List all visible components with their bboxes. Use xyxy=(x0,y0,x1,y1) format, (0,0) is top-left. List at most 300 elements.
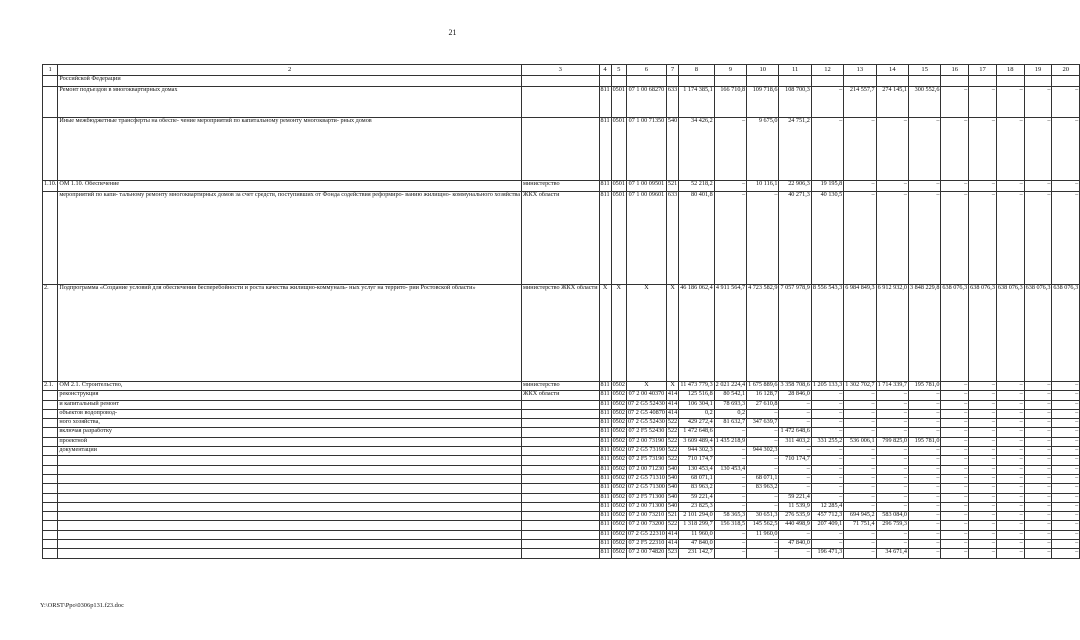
table-cell-col-2: Подпрограмма «Создание условий для обеспечения бесперебойности и роста качества жилищно-коммуналь- ных услуг на террито- рии Ростовской области» xyxy=(58,285,522,382)
table-cell-col-1 xyxy=(43,76,58,87)
table-cell-col-20: – xyxy=(1052,409,1080,418)
table-cell-col-8: 46 186 062,4 xyxy=(679,285,714,382)
table-cell-col-3 xyxy=(522,502,599,511)
table-cell-col-18: – xyxy=(996,181,1024,192)
table-cell-col-20: – xyxy=(1052,181,1080,192)
table-cell-col-9: – xyxy=(714,484,746,493)
table-cell-col-9: – xyxy=(714,549,746,558)
table-cell-col-16: – xyxy=(941,181,969,192)
table-cell-col-2 xyxy=(58,549,522,558)
table-cell-col-10: 27 610,8 xyxy=(747,400,779,409)
table-cell-col-4: 811 xyxy=(599,502,611,511)
table-cell-col-11: 1 472 648,6 xyxy=(779,428,811,437)
table-cell-col-14: – xyxy=(876,181,908,192)
table-cell-col-4: 811 xyxy=(599,465,611,474)
table-cell-col-6: 07 2 F5 73190 xyxy=(626,456,666,465)
table-cell-col-9: 0,2 xyxy=(714,409,746,418)
table-cell-col-8: 23 825,3 xyxy=(679,502,714,511)
table-cell-col-3: ЖКХ области xyxy=(522,192,599,285)
table-cell-col-7: 540 xyxy=(666,502,678,511)
table-cell-col-4: 811 xyxy=(599,87,611,118)
table-cell-col-16: – xyxy=(941,530,969,539)
column-number-10: 10 xyxy=(747,65,779,76)
table-cell-col-4: 811 xyxy=(599,512,611,521)
table-cell-col-20: – xyxy=(1052,192,1080,285)
table-cell-col-4: 811 xyxy=(599,474,611,483)
table-row xyxy=(43,502,1080,511)
budget-table xyxy=(42,64,1080,559)
column-number-20: 20 xyxy=(1052,65,1080,76)
table-cell-col-11: 440 498,9 xyxy=(779,521,811,530)
table-cell-col-20 xyxy=(1052,76,1080,87)
table-cell-col-15: – xyxy=(909,400,941,409)
table-cell-col-3: министерство xyxy=(522,382,599,391)
table-cell-col-14: – xyxy=(876,474,908,483)
table-cell-col-10: 16 128,7 xyxy=(747,391,779,400)
table-cell-col-10: 9 675,0 xyxy=(747,118,779,181)
table-cell-col-18: – xyxy=(996,409,1024,418)
table-cell-col-10: 109 718,6 xyxy=(747,87,779,118)
table-cell-col-19: – xyxy=(1024,521,1052,530)
table-cell-col-9: – xyxy=(714,493,746,502)
column-number-16: 16 xyxy=(941,65,969,76)
table-cell-col-16: – xyxy=(941,87,969,118)
table-cell-col-17: – xyxy=(969,502,997,511)
table-cell-col-13: 536 006,1 xyxy=(844,437,876,446)
column-number-2: 2 xyxy=(58,65,522,76)
table-cell-col-10: – xyxy=(747,493,779,502)
table-cell-col-17: – xyxy=(969,409,997,418)
table-cell-col-9: 130 453,4 xyxy=(714,465,746,474)
table-cell-col-6 xyxy=(626,76,666,87)
table-cell-col-5: 0502 xyxy=(611,484,626,493)
table-cell-col-12: – xyxy=(811,474,843,483)
table-cell-col-3 xyxy=(522,521,599,530)
page-number: 21 xyxy=(448,28,457,37)
table-row xyxy=(43,118,1080,181)
table-cell-col-19: – xyxy=(1024,409,1052,418)
table-cell-col-1 xyxy=(43,530,58,539)
table-cell-col-10: – xyxy=(747,540,779,549)
table-cell-col-11: 108 700,3 xyxy=(779,87,811,118)
table-cell-col-5: 0501 xyxy=(611,181,626,192)
table-cell-col-4: 811 xyxy=(599,400,611,409)
column-number-4: 4 xyxy=(599,65,611,76)
table-cell-col-18: – xyxy=(996,428,1024,437)
table-cell-col-15: – xyxy=(909,118,941,181)
table-cell-col-14: – xyxy=(876,192,908,285)
table-cell-col-7: 522 xyxy=(666,456,678,465)
table-cell-col-3 xyxy=(522,540,599,549)
table-cell-col-5: 0502 xyxy=(611,549,626,558)
table-cell-col-13: – xyxy=(844,391,876,400)
table-cell-col-18: – xyxy=(996,493,1024,502)
table-cell-col-2 xyxy=(58,502,522,511)
table-cell-col-18: – xyxy=(996,391,1024,400)
table-cell-col-15: – xyxy=(909,409,941,418)
table-cell-col-6: 07 2 G5 40870 xyxy=(626,409,666,418)
table-cell-col-14: – xyxy=(876,530,908,539)
table-cell-col-17: – xyxy=(969,521,997,530)
table-cell-col-18: – xyxy=(996,502,1024,511)
table-cell-col-2 xyxy=(58,465,522,474)
table-cell-col-2 xyxy=(58,456,522,465)
table-cell-col-2 xyxy=(58,530,522,539)
table-row xyxy=(43,285,1080,382)
table-cell-col-9: – xyxy=(714,474,746,483)
table-cell-col-6: 07 1 00 68270 xyxy=(626,87,666,118)
table-cell-col-12: – xyxy=(811,419,843,428)
table-cell-col-13: 1 302 702,7 xyxy=(844,382,876,391)
table-cell-col-4: Х xyxy=(599,285,611,382)
table-cell-col-4: 811 xyxy=(599,192,611,285)
table-cell-col-20: – xyxy=(1052,530,1080,539)
table-cell-col-17: – xyxy=(969,530,997,539)
table-cell-col-20: – xyxy=(1052,484,1080,493)
table-cell-col-15: – xyxy=(909,192,941,285)
table-cell-col-17: – xyxy=(969,400,997,409)
table-cell-col-14: 1 714 339,7 xyxy=(876,382,908,391)
table-cell-col-14 xyxy=(876,76,908,87)
table-row xyxy=(43,447,1080,456)
table-cell-col-3 xyxy=(522,419,599,428)
table-cell-col-1 xyxy=(43,447,58,456)
table-row xyxy=(43,493,1080,502)
table-cell-col-19: – xyxy=(1024,400,1052,409)
table-cell-col-15: 3 848 229,8 xyxy=(909,285,941,382)
table-cell-col-17: – xyxy=(969,493,997,502)
table-cell-col-8: 429 272,4 xyxy=(679,419,714,428)
table-cell-col-13: – xyxy=(844,502,876,511)
table-cell-col-8 xyxy=(679,76,714,87)
table-cell-col-19: – xyxy=(1024,502,1052,511)
column-number-9: 9 xyxy=(714,65,746,76)
table-cell-col-5: 0501 xyxy=(611,87,626,118)
table-cell-col-20: – xyxy=(1052,512,1080,521)
table-cell-col-19: – xyxy=(1024,428,1052,437)
table-cell-col-16: – xyxy=(941,391,969,400)
table-cell-col-2: объектов водопровод- xyxy=(58,409,522,418)
column-number-3: 3 xyxy=(522,65,599,76)
table-cell-col-16: – xyxy=(941,400,969,409)
table-cell-col-11: – xyxy=(779,400,811,409)
table-cell-col-18: – xyxy=(996,192,1024,285)
table-cell-col-7 xyxy=(666,76,678,87)
table-cell-col-6: 07 2 G5 52430 xyxy=(626,400,666,409)
table-cell-col-19: – xyxy=(1024,192,1052,285)
table-cell-col-9: – xyxy=(714,447,746,456)
table-cell-col-20: – xyxy=(1052,428,1080,437)
table-cell-col-3 xyxy=(522,400,599,409)
table-cell-col-20: – xyxy=(1052,437,1080,446)
table-cell-col-15: – xyxy=(909,465,941,474)
table-cell-col-2 xyxy=(58,540,522,549)
table-cell-col-8: 83 963,2 xyxy=(679,484,714,493)
table-cell-col-16: – xyxy=(941,382,969,391)
table-cell-col-12 xyxy=(811,76,843,87)
table-cell-col-2: и капитальный ремонт xyxy=(58,400,522,409)
table-cell-col-1 xyxy=(43,512,58,521)
table-cell-col-4: 811 xyxy=(599,419,611,428)
table-cell-col-6: 07 2 00 74820 xyxy=(626,549,666,558)
table-cell-col-6: 07 2 00 71230 xyxy=(626,465,666,474)
table-cell-col-15: – xyxy=(909,549,941,558)
table-cell-col-1 xyxy=(43,400,58,409)
column-number-12: 12 xyxy=(811,65,843,76)
table-cell-col-11: – xyxy=(779,419,811,428)
table-cell-col-5: 0502 xyxy=(611,428,626,437)
table-cell-col-15: – xyxy=(909,181,941,192)
table-cell-col-18: – xyxy=(996,419,1024,428)
table-cell-col-12: 19 195,8 xyxy=(811,181,843,192)
table-cell-col-3: министерство xyxy=(522,181,599,192)
table-cell-col-19 xyxy=(1024,76,1052,87)
table-cell-col-19: – xyxy=(1024,382,1052,391)
table-cell-col-20: – xyxy=(1052,456,1080,465)
table-cell-col-17: – xyxy=(969,512,997,521)
column-number-8: 8 xyxy=(679,65,714,76)
table-cell-col-10: 347 639,7 xyxy=(747,419,779,428)
table-cell-col-8: 1 472 648,6 xyxy=(679,428,714,437)
table-cell-col-14: 296 759,3 xyxy=(876,521,908,530)
table-cell-col-12: – xyxy=(811,118,843,181)
table-cell-col-15: 195 781,0 xyxy=(909,382,941,391)
table-cell-col-20: – xyxy=(1052,382,1080,391)
table-cell-col-15 xyxy=(909,76,941,87)
column-number-5: 5 xyxy=(611,65,626,76)
table-cell-col-12: – xyxy=(811,87,843,118)
table-cell-col-8: 710 174,7 xyxy=(679,456,714,465)
table-cell-col-11: – xyxy=(779,474,811,483)
column-number-6: 6 xyxy=(626,65,666,76)
table-cell-col-8: 130 453,4 xyxy=(679,465,714,474)
table-cell-col-15: – xyxy=(909,530,941,539)
table-cell-col-14: – xyxy=(876,456,908,465)
table-cell-col-5: 0502 xyxy=(611,391,626,400)
table-row xyxy=(43,409,1080,418)
table-cell-col-8: 1 318 299,7 xyxy=(679,521,714,530)
table-cell-col-5: 0502 xyxy=(611,465,626,474)
table-cell-col-11: 47 840,0 xyxy=(779,540,811,549)
table-cell-col-19: – xyxy=(1024,181,1052,192)
table-cell-col-9: – xyxy=(714,540,746,549)
table-cell-col-4 xyxy=(599,76,611,87)
table-cell-col-20: – xyxy=(1052,419,1080,428)
table-cell-col-7: Х xyxy=(666,382,678,391)
table-cell-col-4: 811 xyxy=(599,549,611,558)
table-cell-col-10: – xyxy=(747,192,779,285)
table-cell-col-11: 311 403,2 xyxy=(779,437,811,446)
table-cell-col-16: – xyxy=(941,428,969,437)
table-cell-col-20: – xyxy=(1052,493,1080,502)
table-cell-col-4: 811 xyxy=(599,118,611,181)
table-cell-col-9: 4 911 564,7 xyxy=(714,285,746,382)
table-cell-col-6: 07 2 00 73210 xyxy=(626,512,666,521)
table-cell-col-6: 07 2 F5 71300 xyxy=(626,493,666,502)
table-cell-col-14: – xyxy=(876,428,908,437)
table-cell-col-19: – xyxy=(1024,118,1052,181)
table-cell-col-15: 300 552,6 xyxy=(909,87,941,118)
table-cell-col-13: – xyxy=(844,484,876,493)
table-cell-col-8: 1 174 385,1 xyxy=(679,87,714,118)
table-cell-col-12: – xyxy=(811,465,843,474)
table-cell-col-1 xyxy=(43,391,58,400)
table-cell-col-12: 40 130,5 xyxy=(811,192,843,285)
table-cell-col-9: – xyxy=(714,181,746,192)
table-cell-col-9: – xyxy=(714,530,746,539)
table-cell-col-19: – xyxy=(1024,549,1052,558)
table-cell-col-9: 80 542,1 xyxy=(714,391,746,400)
table-row xyxy=(43,181,1080,192)
table-cell-col-6: 07 2 00 73190 xyxy=(626,437,666,446)
table-cell-col-14: – xyxy=(876,502,908,511)
table-cell-col-1 xyxy=(43,474,58,483)
table-cell-col-19: – xyxy=(1024,437,1052,446)
table-cell-col-18: – xyxy=(996,521,1024,530)
table-cell-col-5: 0501 xyxy=(611,192,626,285)
table-cell-col-7: 414 xyxy=(666,409,678,418)
table-cell-col-3: министерство ЖКХ области xyxy=(522,285,599,382)
table-cell-col-2: ного хозяйства, xyxy=(58,419,522,428)
table-cell-col-17: – xyxy=(969,465,997,474)
table-cell-col-2: проектной xyxy=(58,437,522,446)
table-cell-col-1: 2. xyxy=(43,285,58,382)
table-cell-col-9 xyxy=(714,76,746,87)
table-row xyxy=(43,549,1080,558)
table-cell-col-14: 6 912 932,0 xyxy=(876,285,908,382)
table-cell-col-18: – xyxy=(996,530,1024,539)
table-cell-col-8: 106 304,1 xyxy=(679,400,714,409)
table-row xyxy=(43,512,1080,521)
table-cell-col-10: 68 071,1 xyxy=(747,474,779,483)
table-cell-col-5: Х xyxy=(611,285,626,382)
table-cell-col-7: 521 xyxy=(666,181,678,192)
table-cell-col-20: – xyxy=(1052,502,1080,511)
table-cell-col-12: – xyxy=(811,400,843,409)
table-cell-col-19: – xyxy=(1024,493,1052,502)
table-cell-col-20: – xyxy=(1052,87,1080,118)
table-row xyxy=(43,530,1080,539)
table-row xyxy=(43,192,1080,285)
table-cell-col-18: – xyxy=(996,118,1024,181)
table-cell-col-6: 07 2 00 40370 xyxy=(626,391,666,400)
table-cell-col-13: 6 984 849,3 xyxy=(844,285,876,382)
table-cell-col-2: включая разработку xyxy=(58,428,522,437)
table-cell-col-10: 145 562,5 xyxy=(747,521,779,530)
table-cell-col-15: – xyxy=(909,502,941,511)
table-row xyxy=(43,419,1080,428)
table-cell-col-17: – xyxy=(969,456,997,465)
table-cell-col-15: – xyxy=(909,456,941,465)
table-cell-col-17: – xyxy=(969,419,997,428)
table-cell-col-6: 07 1 00 71350 xyxy=(626,118,666,181)
table-cell-col-11: – xyxy=(779,530,811,539)
table-cell-col-1 xyxy=(43,493,58,502)
column-number-1: 1 xyxy=(43,65,58,76)
table-cell-col-13: – xyxy=(844,465,876,474)
table-cell-col-16: – xyxy=(941,502,969,511)
table-cell-col-7: 540 xyxy=(666,118,678,181)
table-cell-col-1 xyxy=(43,419,58,428)
table-cell-col-14: 274 145,1 xyxy=(876,87,908,118)
table-cell-col-15: 195 781,0 xyxy=(909,437,941,446)
table-cell-col-17: – xyxy=(969,118,997,181)
table-cell-col-14: 583 084,0 xyxy=(876,512,908,521)
table-cell-col-15: – xyxy=(909,391,941,400)
table-cell-col-19: – xyxy=(1024,447,1052,456)
table-cell-col-3 xyxy=(522,118,599,181)
table-cell-col-6: Х xyxy=(626,285,666,382)
table-cell-col-13: – xyxy=(844,428,876,437)
table-cell-col-3 xyxy=(522,484,599,493)
table-row xyxy=(43,400,1080,409)
table-cell-col-15: – xyxy=(909,474,941,483)
table-cell-col-9: 78 693,3 xyxy=(714,400,746,409)
table-cell-col-10: 4 723 582,9 xyxy=(747,285,779,382)
table-cell-col-6: 07 2 00 71300 xyxy=(626,502,666,511)
table-cell-col-3: ЖКХ области xyxy=(522,391,599,400)
table-cell-col-19: – xyxy=(1024,474,1052,483)
table-cell-col-18: – xyxy=(996,540,1024,549)
table-cell-col-12: 1 205 133,3 xyxy=(811,382,843,391)
table-cell-col-11: – xyxy=(779,447,811,456)
table-cell-col-13: 694 945,2 xyxy=(844,512,876,521)
table-row xyxy=(43,391,1080,400)
table-cell-col-2: Иные межбюджетные трансферты на обеспе- чение мероприятий по капитальному ремонту многокварти- рных домов xyxy=(58,118,522,181)
table-cell-col-18: – xyxy=(996,456,1024,465)
table-cell-col-1 xyxy=(43,456,58,465)
table-cell-col-5: 0502 xyxy=(611,474,626,483)
table-cell-col-4: 811 xyxy=(599,540,611,549)
table-cell-col-13: – xyxy=(844,540,876,549)
table-cell-col-3 xyxy=(522,447,599,456)
table-cell-col-18: 638 076,3 xyxy=(996,285,1024,382)
table-cell-col-5: 0502 xyxy=(611,456,626,465)
table-cell-col-12: 457 712,3 xyxy=(811,512,843,521)
table-cell-col-14: – xyxy=(876,400,908,409)
table-cell-col-17: – xyxy=(969,549,997,558)
table-cell-col-1 xyxy=(43,502,58,511)
table-cell-col-16: – xyxy=(941,540,969,549)
table-cell-col-10: – xyxy=(747,409,779,418)
table-cell-col-3 xyxy=(522,409,599,418)
table-cell-col-15: – xyxy=(909,512,941,521)
table-cell-col-1 xyxy=(43,484,58,493)
table-cell-col-17: – xyxy=(969,181,997,192)
table-cell-col-16: – xyxy=(941,409,969,418)
table-cell-col-16: – xyxy=(941,521,969,530)
table-cell-col-7: 633 xyxy=(666,192,678,285)
table-cell-col-1 xyxy=(43,549,58,558)
table-cell-col-11: 22 906,3 xyxy=(779,181,811,192)
table-cell-col-16: – xyxy=(941,456,969,465)
table-cell-col-3 xyxy=(522,456,599,465)
table-cell-col-17: – xyxy=(969,474,997,483)
table-cell-col-12: 8 556 543,3 xyxy=(811,285,843,382)
table-cell-col-14: – xyxy=(876,391,908,400)
table-cell-col-14: – xyxy=(876,419,908,428)
column-number-13: 13 xyxy=(844,65,876,76)
table-cell-col-12: – xyxy=(811,428,843,437)
table-cell-col-7: 540 xyxy=(666,474,678,483)
table-cell-col-7: 414 xyxy=(666,391,678,400)
table-cell-col-18: – xyxy=(996,400,1024,409)
table-cell-col-6: 07 1 00 09601 xyxy=(626,192,666,285)
table-cell-col-13: – xyxy=(844,419,876,428)
table-cell-col-12: – xyxy=(811,530,843,539)
table-cell-col-20: – xyxy=(1052,118,1080,181)
table-cell-col-10: – xyxy=(747,437,779,446)
